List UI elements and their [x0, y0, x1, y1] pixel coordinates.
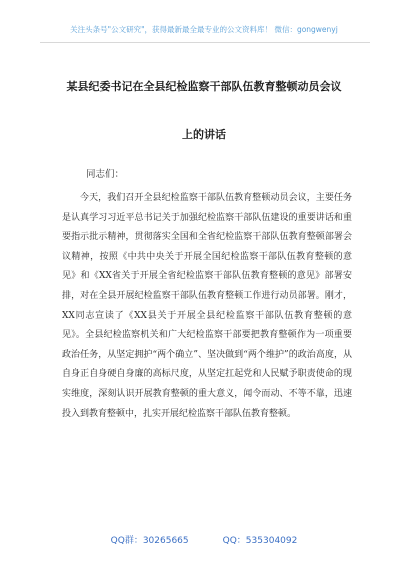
document-title-line-2: 上的讲话 — [182, 128, 226, 141]
header-divider — [40, 42, 370, 43]
footer-contacts — [0, 533, 408, 546]
footer-qq: QQ：535304092 — [222, 536, 298, 546]
body-paragraph: 今天，我们召开全县纪检监察干部队伍教育整顿动员会议，主要任务是认真学习习近平总书记关于加强纪检监察干部队伍建设的重要讲话和重要指示批示精神，贯彻落实全国和全省纪检监察干部队伍教育整顿部署会议精神，按照《中共中央关于开展全国纪检监察干部队伍教育整顿的意见》和《XX省关于开展全省纪检监察干部队伍教育整顿的意见》部署安排，对在全县开展纪检监察干部队伍教育整顿工作进行动员部署。刚才，XX同志宣读了《XX县关于开展全县纪检监察干部队伍教育整顿的意见》。全县纪检监察机关和广大纪检监察干部要把教育整顿作为一项重要政治任务，从坚定拥护“两个确立”、坚决做到“两个维护”的政治高度，从自身正自身硬自身廉的高标尺度，从坚定扛起党和人民赋予职责使命的现实维度，深刻认识开展教育整顿的重大意义，闻令而动、不等不靠，迅速投入到教育整顿中，扎实开展纪检监察干部队伍教育整顿。 — [62, 193, 352, 419]
footer-qq-group: QQ群：30265665 — [110, 536, 189, 546]
salutation: 同志们： — [86, 169, 125, 180]
document-title-line-1: 某县纪委书记在全县纪检监察干部队伍教育整顿动员会议 — [66, 80, 342, 93]
header-promo-note: 关注头条号"公文研究"，获得最新最全最专业的公文资料库！ 微信：gongwenyj — [70, 25, 338, 34]
